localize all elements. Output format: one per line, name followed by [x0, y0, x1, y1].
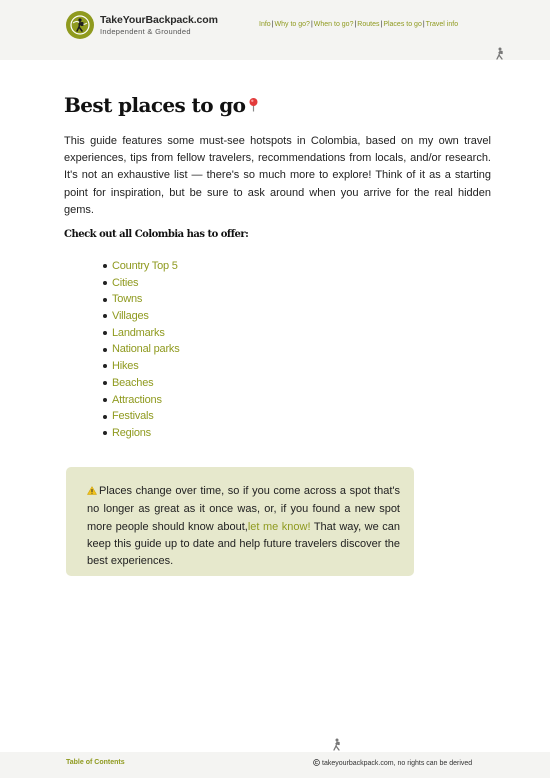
feedback-notice	[66, 467, 414, 576]
category-link-attractions[interactable]: Attractions	[112, 393, 162, 406]
bullet	[103, 415, 107, 419]
nav-separator: |	[271, 21, 274, 28]
nav-separator: |	[354, 21, 357, 28]
nav-when-to-go[interactable]: When to go?	[313, 21, 354, 28]
nav-routes[interactable]: Routes	[357, 21, 380, 28]
category-link-cities[interactable]: Cities	[112, 276, 139, 289]
nav-separator: |	[380, 21, 383, 28]
category-link-beaches[interactable]: Beaches	[112, 376, 154, 389]
category-link-towns[interactable]: Towns	[112, 293, 143, 306]
category-link-landmarks[interactable]: Landmarks	[112, 326, 165, 339]
bullet	[103, 298, 107, 302]
page-title-text: Best places to go	[64, 93, 246, 117]
list-item	[103, 308, 180, 325]
bullet	[103, 348, 107, 352]
category-link-hikes[interactable]: Hikes	[112, 360, 139, 373]
list-item	[103, 258, 180, 275]
category-link-villages[interactable]: Villages	[112, 310, 149, 323]
brand-logo[interactable]	[66, 11, 218, 39]
nav-travel-info[interactable]: Travel info	[425, 21, 459, 28]
hiker-icon	[494, 47, 506, 65]
notice-text-before: Places change over time, so if you come across a spot that's no longer as great as it once was, or, if you found a new spot more people should know about,	[87, 485, 400, 533]
categories-heading: Check out all Colombia has to offer:	[64, 229, 249, 240]
bullet	[103, 431, 107, 435]
copyright-notice	[313, 759, 472, 768]
copyright-text: takeyourbackpack.com, no rights can be derived	[322, 760, 473, 767]
brand-tagline: Independent & Grounded	[100, 26, 191, 36]
list-item	[103, 341, 180, 358]
category-link-national-parks[interactable]: National parks	[112, 343, 180, 356]
intro-paragraph: This guide features some must-see hotspots in Colombia, based on my own travel experiences, tips from fellow travelers, recommendations from locals, and/or research. It's not an exhaustive list — there's so much more to explore! Think of it as a starting point for inspiration, but be sure to ask around when you arrive for the real hidden gems.	[64, 135, 491, 216]
table-of-contents-link[interactable]: Table of Contents	[66, 759, 125, 766]
bullet	[103, 281, 107, 285]
top-navigation	[259, 21, 458, 28]
list-item	[103, 275, 180, 292]
bullet	[103, 364, 107, 368]
brand-name: TakeYourBackpack.com	[100, 14, 218, 26]
list-item	[103, 408, 180, 425]
list-item	[103, 375, 180, 392]
nav-places-to-go[interactable]: Places to go	[383, 21, 422, 28]
bullet	[103, 314, 107, 318]
notice-text-after: That way, we can keep this guide up to date and help future travelers discover the best experiences.	[87, 520, 400, 568]
list-item	[103, 291, 180, 308]
nav-info[interactable]: Info	[259, 21, 271, 28]
category-link-country-top-5[interactable]: Country Top 5	[112, 260, 178, 272]
list-item	[103, 325, 180, 342]
nav-separator: |	[310, 21, 313, 28]
page-title	[64, 93, 259, 117]
map-pin-icon	[248, 93, 259, 117]
bullet	[103, 331, 107, 335]
contact-link[interactable]: let me know!	[247, 520, 311, 533]
bullet	[103, 381, 107, 385]
bullet	[103, 398, 107, 402]
nav-separator: |	[422, 21, 425, 28]
copyright-icon	[313, 759, 320, 768]
list-item	[103, 392, 180, 409]
list-item	[103, 358, 180, 375]
category-list	[103, 258, 180, 442]
bullet	[103, 264, 107, 268]
category-link-regions[interactable]: Regions	[112, 426, 151, 439]
globe-hiker-icon	[66, 11, 94, 39]
warning-icon	[87, 484, 97, 501]
nav-why-to-go[interactable]: Why to go?	[274, 21, 310, 28]
list-item	[103, 425, 180, 442]
category-link-festivals[interactable]: Festivals	[112, 410, 154, 423]
